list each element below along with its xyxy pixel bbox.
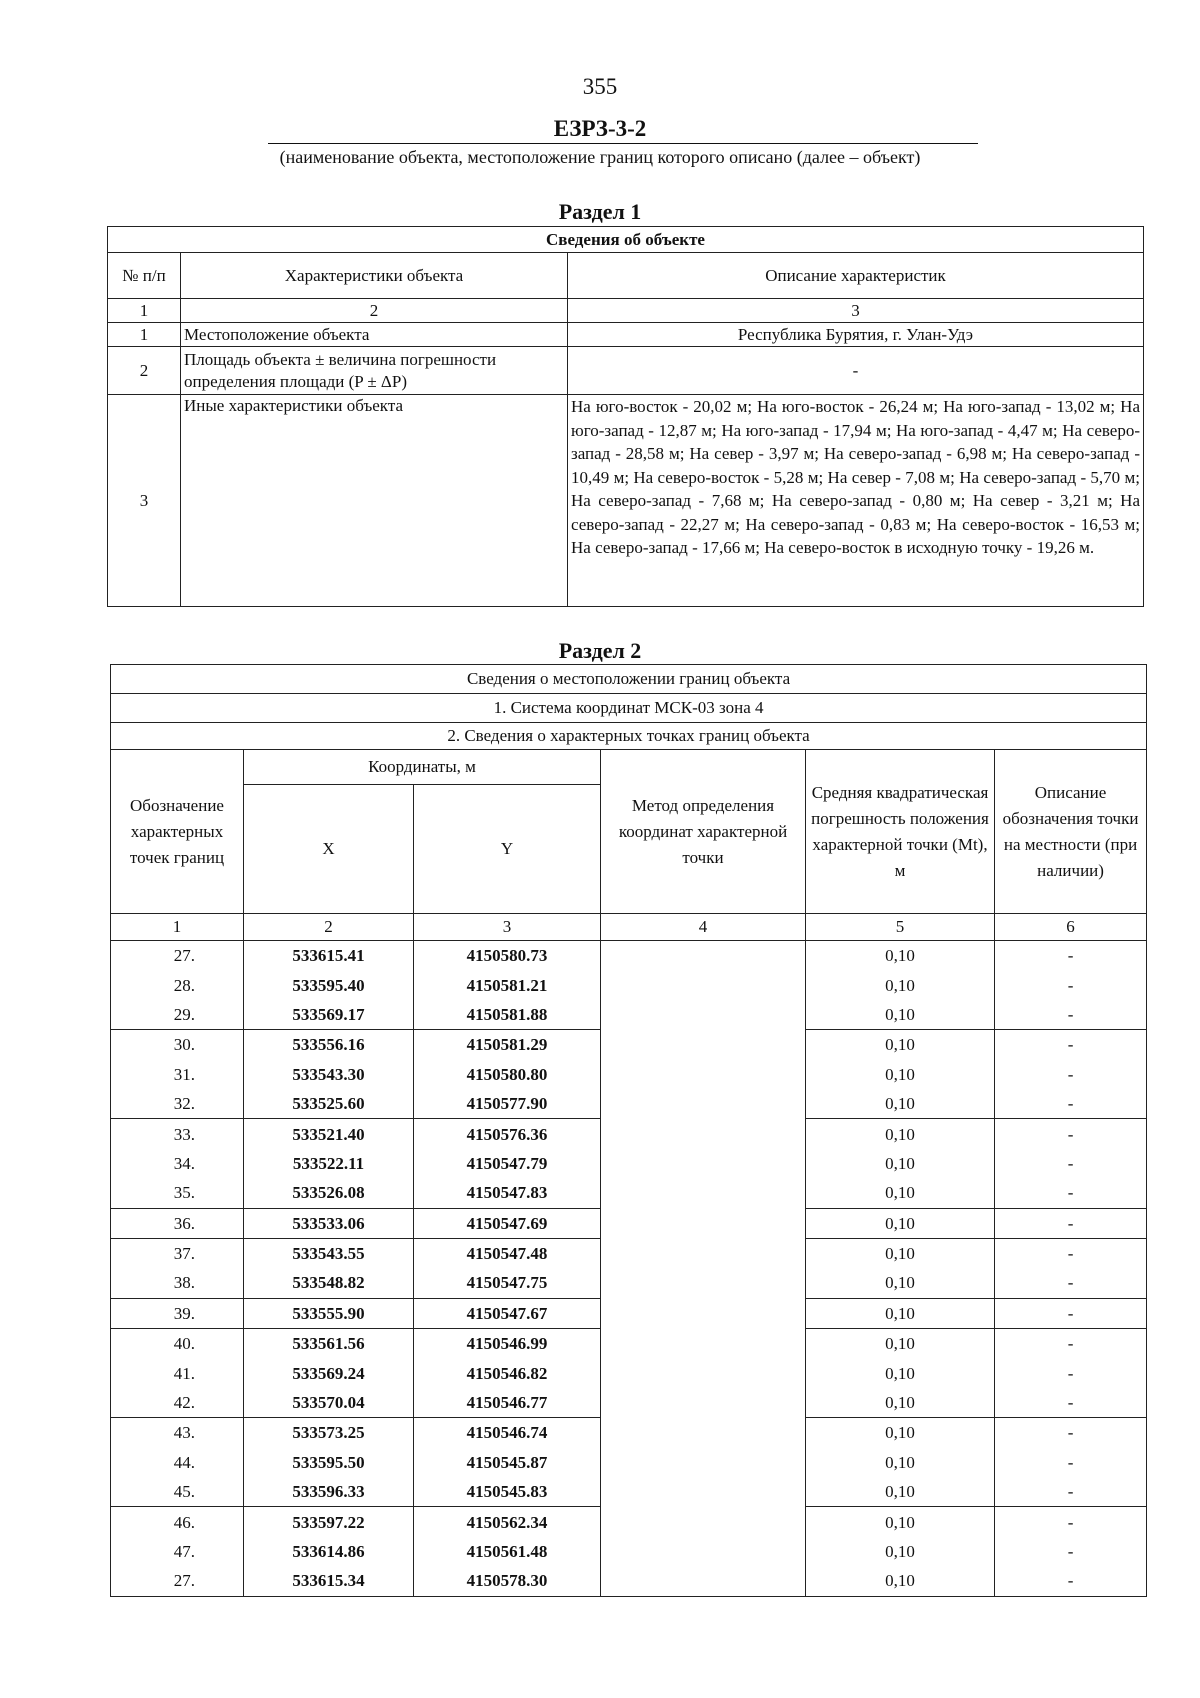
column-number: 6 bbox=[995, 914, 1147, 941]
point-description: - bbox=[995, 1388, 1147, 1418]
point-id: 36. bbox=[111, 1208, 244, 1238]
point-x: 533569.24 bbox=[244, 1358, 414, 1387]
point-description: - bbox=[995, 1238, 1147, 1268]
point-mt: 0,10 bbox=[806, 1178, 995, 1208]
column-number: 5 bbox=[806, 914, 995, 941]
row-characteristic: Иные характеристики объекта bbox=[181, 395, 568, 607]
point-y: 4150581.29 bbox=[414, 1030, 601, 1060]
point-y: 4150546.77 bbox=[414, 1388, 601, 1418]
point-y: 4150578.30 bbox=[414, 1566, 601, 1596]
point-x: 533548.82 bbox=[244, 1268, 414, 1298]
point-y: 4150581.21 bbox=[414, 970, 601, 999]
point-mt: 0,10 bbox=[806, 1507, 995, 1537]
point-id: 41. bbox=[111, 1358, 244, 1387]
point-x: 533526.08 bbox=[244, 1178, 414, 1208]
point-id: 44. bbox=[111, 1448, 244, 1477]
points-title: 2. Сведения о характерных точках границ объекта bbox=[111, 723, 1147, 750]
object-info-table-title: Сведения об объекте bbox=[108, 227, 1144, 253]
point-mt: 0,10 bbox=[806, 1000, 995, 1030]
point-x: 533597.22 bbox=[244, 1507, 414, 1537]
page-number: 355 bbox=[582, 74, 618, 99]
object-name: ЕЗРЗ-3-2 bbox=[553, 116, 647, 141]
coordinate-system: 1. Система координат МСК-03 зона 4 bbox=[111, 694, 1147, 723]
point-x: 533556.16 bbox=[244, 1030, 414, 1060]
row-characteristic: Местоположение объекта bbox=[181, 323, 568, 347]
row-description: - bbox=[568, 347, 1144, 395]
point-y: 4150546.99 bbox=[414, 1329, 601, 1359]
column-number: 3 bbox=[414, 914, 601, 941]
point-y: 4150547.83 bbox=[414, 1178, 601, 1208]
column-number: 2 bbox=[181, 299, 568, 323]
table-row bbox=[111, 941, 1147, 971]
point-id: 31. bbox=[111, 1060, 244, 1089]
points-body bbox=[111, 941, 1147, 1597]
point-x: 533525.60 bbox=[244, 1089, 414, 1119]
point-description: - bbox=[995, 1119, 1147, 1149]
point-mt: 0,10 bbox=[806, 1448, 995, 1477]
point-description: - bbox=[995, 1268, 1147, 1298]
point-description: - bbox=[995, 1448, 1147, 1477]
point-id: 30. bbox=[111, 1030, 244, 1060]
point-mt: 0,10 bbox=[806, 1358, 995, 1387]
point-description: - bbox=[995, 1178, 1147, 1208]
point-description: - bbox=[995, 1537, 1147, 1566]
point-x: 533615.34 bbox=[244, 1566, 414, 1596]
point-description: - bbox=[995, 1566, 1147, 1596]
point-mt: 0,10 bbox=[806, 1537, 995, 1566]
header-characteristic: Характеристики объекта bbox=[181, 253, 568, 299]
row-description: Республика Бурятия, г. Улан-Удэ bbox=[568, 323, 1144, 347]
row-characteristic: Площадь объекта ± величина погрешности определения площади (P ± ΔP) bbox=[181, 347, 568, 395]
point-id: 40. bbox=[111, 1329, 244, 1359]
point-id: 43. bbox=[111, 1418, 244, 1448]
point-mt: 0,10 bbox=[806, 1566, 995, 1596]
point-x: 533614.86 bbox=[244, 1537, 414, 1566]
point-x: 533521.40 bbox=[244, 1119, 414, 1149]
boundary-table-title: Сведения о местоположении границ объекта bbox=[111, 665, 1147, 694]
point-x: 533570.04 bbox=[244, 1388, 414, 1418]
header-method: Метод определения координат характерной точки bbox=[601, 750, 806, 914]
point-id: 35. bbox=[111, 1178, 244, 1208]
point-mt: 0,10 bbox=[806, 970, 995, 999]
point-x: 533533.06 bbox=[244, 1208, 414, 1238]
point-mt: 0,10 bbox=[806, 1208, 995, 1238]
point-y: 4150577.90 bbox=[414, 1089, 601, 1119]
point-y: 4150547.79 bbox=[414, 1149, 601, 1178]
point-y: 4150545.87 bbox=[414, 1448, 601, 1477]
point-mt: 0,10 bbox=[806, 1149, 995, 1178]
point-id: 29. bbox=[111, 1000, 244, 1030]
point-mt: 0,10 bbox=[806, 941, 995, 971]
point-id: 47. bbox=[111, 1537, 244, 1566]
header-error: Средняя квадратическая погрешность положения характерной точки (Mt), м bbox=[806, 750, 995, 914]
point-description: - bbox=[995, 970, 1147, 999]
point-id: 32. bbox=[111, 1089, 244, 1119]
point-id: 34. bbox=[111, 1149, 244, 1178]
point-id: 39. bbox=[111, 1298, 244, 1328]
point-y: 4150576.36 bbox=[414, 1119, 601, 1149]
point-y: 4150547.67 bbox=[414, 1298, 601, 1328]
point-mt: 0,10 bbox=[806, 1418, 995, 1448]
point-x: 533569.17 bbox=[244, 1000, 414, 1030]
point-y: 4150547.75 bbox=[414, 1268, 601, 1298]
point-y: 4150547.48 bbox=[414, 1238, 601, 1268]
column-number: 1 bbox=[111, 914, 244, 941]
header-point-description: Описание обозначения точки на местности (при наличии) bbox=[995, 750, 1147, 914]
point-id: 37. bbox=[111, 1238, 244, 1268]
column-number: 2 bbox=[244, 914, 414, 941]
point-mt: 0,10 bbox=[806, 1030, 995, 1060]
point-id: 42. bbox=[111, 1388, 244, 1418]
point-id: 38. bbox=[111, 1268, 244, 1298]
column-number: 4 bbox=[601, 914, 806, 941]
header-coordinates: Координаты, м bbox=[244, 750, 601, 785]
column-number: 1 bbox=[108, 299, 181, 323]
point-x: 533543.55 bbox=[244, 1238, 414, 1268]
object-name-underline bbox=[268, 143, 978, 144]
point-description: - bbox=[995, 1298, 1147, 1328]
point-y: 4150580.80 bbox=[414, 1060, 601, 1089]
object-name-caption: (наименование объекта, местоположение границ которого описано (далее – объект) bbox=[279, 147, 921, 167]
header-num: № п/п bbox=[108, 253, 181, 299]
point-y: 4150561.48 bbox=[414, 1537, 601, 1566]
point-description: - bbox=[995, 1208, 1147, 1238]
section-1-title: Раздел 1 bbox=[558, 199, 642, 224]
point-x: 533595.50 bbox=[244, 1448, 414, 1477]
point-description: - bbox=[995, 1507, 1147, 1537]
point-mt: 0,10 bbox=[806, 1119, 995, 1149]
point-y: 4150545.83 bbox=[414, 1477, 601, 1507]
header-y: Y bbox=[414, 785, 601, 914]
method-cell bbox=[601, 941, 806, 1597]
point-y: 4150546.74 bbox=[414, 1418, 601, 1448]
point-description: - bbox=[995, 1358, 1147, 1387]
row-description: На юго-восток - 20,02 м; На юго-восток - 26,24 м; На юго-запад - 13,02 м; На юго-запад - 12,87 м; На юго-запад - 17,94 м; На юго-запад - 4,47 м; На северо-запад - 28,58 м; На север - 3,97 м; На северо-запад - 6,98 м; На северо-запад - 10,49 м; На северо-восток - 5,28 м; На север - 7,08 м; На северо-запад - 5,70 м; На северо-запад - 7,68 м; На северо-запад - 0,80 м; На север - 3,21 м; На северо-запад - 22,27 м; На северо-запад - 0,83 м; На северо-восток - 16,53 м; На северо-запад - 17,66 м; На северо-восток в исходную точку - 19,26 м. bbox=[568, 395, 1144, 607]
point-mt: 0,10 bbox=[806, 1238, 995, 1268]
point-mt: 0,10 bbox=[806, 1298, 995, 1328]
section-2-title: Раздел 2 bbox=[558, 638, 642, 663]
point-id: 33. bbox=[111, 1119, 244, 1149]
point-x: 533596.33 bbox=[244, 1477, 414, 1507]
point-description: - bbox=[995, 1000, 1147, 1030]
point-mt: 0,10 bbox=[806, 1388, 995, 1418]
point-x: 533543.30 bbox=[244, 1060, 414, 1089]
point-description: - bbox=[995, 1030, 1147, 1060]
object-info-table bbox=[107, 226, 1144, 607]
point-x: 533555.90 bbox=[244, 1298, 414, 1328]
row-num: 3 bbox=[108, 395, 181, 607]
point-description: - bbox=[995, 1418, 1147, 1448]
point-id: 27. bbox=[111, 1566, 244, 1596]
row-num: 2 bbox=[108, 347, 181, 395]
point-description: - bbox=[995, 1477, 1147, 1507]
point-y: 4150547.69 bbox=[414, 1208, 601, 1238]
point-id: 28. bbox=[111, 970, 244, 999]
point-y: 4150580.73 bbox=[414, 941, 601, 971]
point-mt: 0,10 bbox=[806, 1060, 995, 1089]
point-id: 45. bbox=[111, 1477, 244, 1507]
point-y: 4150562.34 bbox=[414, 1507, 601, 1537]
point-x: 533522.11 bbox=[244, 1149, 414, 1178]
header-point-designation: Обозначение характерных точек границ bbox=[111, 750, 244, 914]
boundary-points-table bbox=[110, 664, 1147, 1597]
point-id: 46. bbox=[111, 1507, 244, 1537]
header-description: Описание характеристик bbox=[568, 253, 1144, 299]
point-mt: 0,10 bbox=[806, 1268, 995, 1298]
point-mt: 0,10 bbox=[806, 1329, 995, 1359]
header-x: X bbox=[244, 785, 414, 914]
column-number: 3 bbox=[568, 299, 1144, 323]
point-description: - bbox=[995, 1060, 1147, 1089]
point-x: 533595.40 bbox=[244, 970, 414, 999]
point-y: 4150581.88 bbox=[414, 1000, 601, 1030]
point-x: 533615.41 bbox=[244, 941, 414, 971]
point-description: - bbox=[995, 941, 1147, 971]
point-id: 27. bbox=[111, 941, 244, 971]
point-description: - bbox=[995, 1329, 1147, 1359]
point-x: 533573.25 bbox=[244, 1418, 414, 1448]
point-x: 533561.56 bbox=[244, 1329, 414, 1359]
row-num: 1 bbox=[108, 323, 181, 347]
point-mt: 0,10 bbox=[806, 1089, 995, 1119]
point-y: 4150546.82 bbox=[414, 1358, 601, 1387]
point-description: - bbox=[995, 1149, 1147, 1178]
point-mt: 0,10 bbox=[806, 1477, 995, 1507]
point-description: - bbox=[995, 1089, 1147, 1119]
